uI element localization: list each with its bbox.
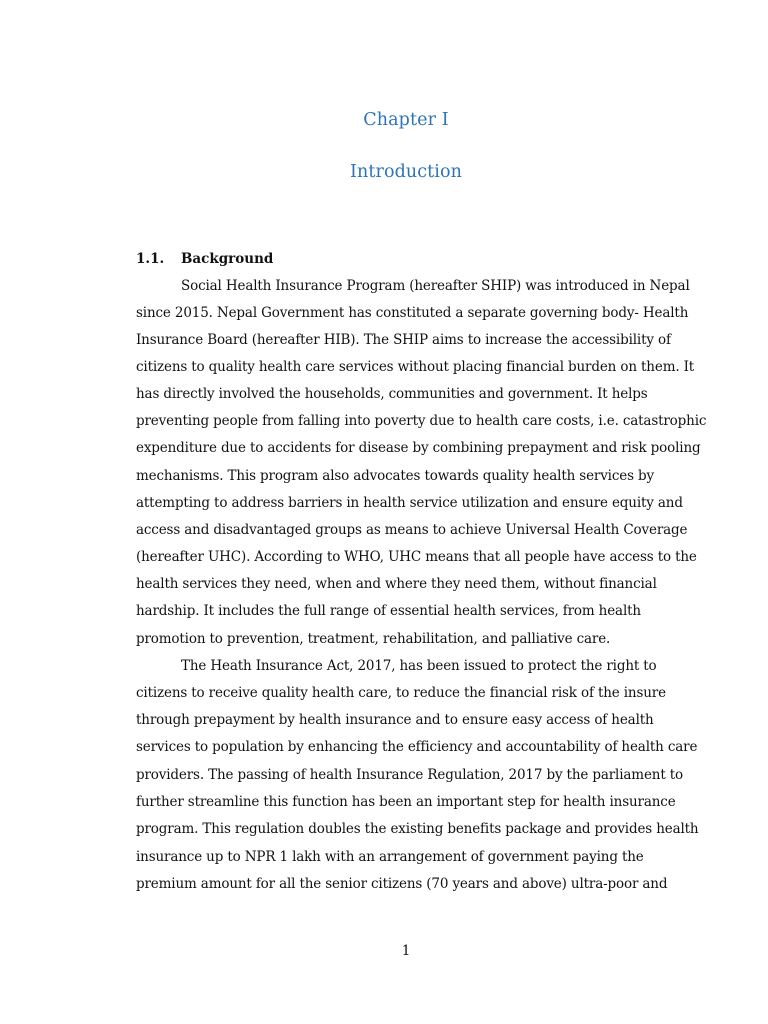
paragraph-line: access and disadvantaged groups as means to achieve Universal Health Coverage [136,522,688,538]
paragraph-line: mechanisms. This program also advocates towards quality health services by [136,468,654,484]
paragraph-line: health services they need, when and where they need them, without financial [136,576,657,592]
paragraph-line: insurance up to NPR 1 lakh with an arrangement of government paying the [136,849,644,865]
paragraph-line: expenditure due to accidents for disease by combining prepayment and risk pooling [136,440,701,456]
page-number: 1 [401,943,411,959]
paragraph-line: providers. The passing of health Insurance Regulation, 2017 by the parliament to [136,767,683,783]
paragraph-line: Social Health Insurance Program (hereafter SHIP) was introduced in Nepal [181,278,690,294]
paragraph-line: citizens to receive quality health care, to reduce the financial risk of the insure [136,685,666,701]
paragraph-line: has directly involved the households, communities and government. It helps [136,386,648,402]
paragraph-line: through prepayment by health insurance and to ensure easy access of health [136,712,654,728]
paragraph-line: (hereafter UHC). According to WHO, UHC means that all people have access to the [136,549,697,565]
paragraph-line: hardship. It includes the full range of essential health services, from health [136,603,641,619]
paragraph-line: attempting to address barriers in health service utilization and ensure equity and [136,495,683,511]
chapter-label: Chapter I [363,110,449,130]
paragraph-line: preventing people from falling into poverty due to health care costs, i.e. catastrophic [136,413,707,429]
paragraph-line: The Heath Insurance Act, 2017, has been issued to protect the right to [181,658,657,674]
section-heading [136,251,273,267]
section-number: 1.1. [136,251,165,267]
paragraph-line: services to population by enhancing the efficiency and accountability of health care [136,739,698,755]
paragraph-line: further streamline this function has been an important step for health insurance [136,794,676,810]
chapter-title: Introduction [349,162,463,182]
section-heading-text: Background [181,251,274,267]
paragraph-line: promotion to prevention, treatment, rehabilitation, and palliative care. [136,631,611,647]
paragraph-line: program. This regulation doubles the existing benefits package and provides health [136,821,699,837]
paragraph-line: since 2015. Nepal Government has constituted a separate governing body- Health [136,305,689,321]
paragraph-line: premium amount for all the senior citizens (70 years and above) ultra-poor and [136,876,668,892]
paragraph-line: Insurance Board (hereafter HIB). The SHIP aims to increase the accessibility of [136,332,671,348]
paragraph-line: citizens to quality health care services without placing financial burden on them. It [136,359,695,375]
